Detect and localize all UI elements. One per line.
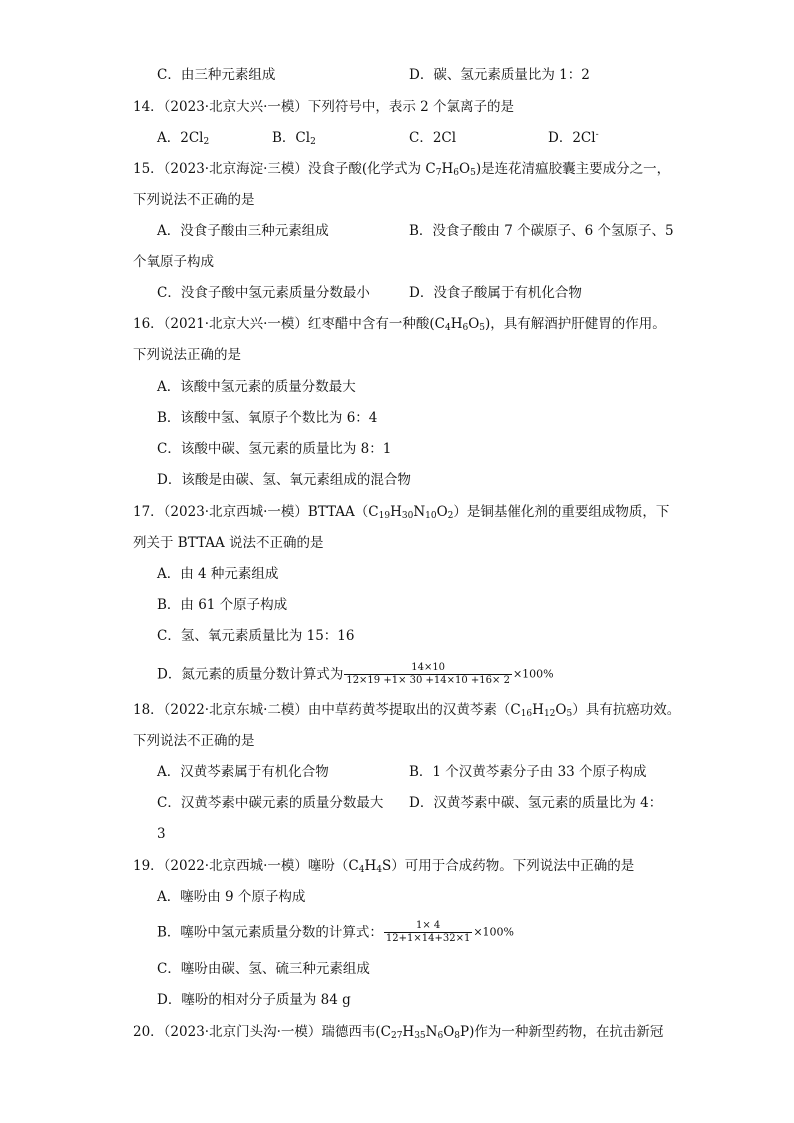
q14-stem: 14．（2023·北京大兴·一模）下列符号中，表示 2 个氯离子的是 bbox=[133, 99, 515, 115]
q18-option-d: D．汉黄芩素中碳、氢元素的质量比为 4： bbox=[409, 795, 663, 811]
q15-stem-cont: 下列说法不正确的是 bbox=[133, 192, 255, 208]
q16-option-c: C．该酸中碳、氢元素的质量比为 8：1 bbox=[157, 441, 392, 457]
q15-stem: 15．（2023·北京海淀·三模）没食子酸(化学式为 $C_7H_6O_5$)是连花清瘟胶囊主要成分之一， bbox=[133, 161, 671, 178]
q16-stem-cont: 下列说法正确的是 bbox=[133, 347, 241, 363]
q19-option-a: A．噻吩由 9 个原子构成 bbox=[157, 889, 306, 905]
q16-option-b: B．该酸中氢、氧原子个数比为 6：4 bbox=[157, 410, 378, 426]
q18-stem: 18．（2022·北京东城·二模）由中草药黄芩提取出的汉黄芩素$(C_{16}H_{12}O_5)$具有抗癌功效。 bbox=[133, 702, 681, 719]
q20-stem: 20．（2023·北京门头沟·一模）瑞德西韦$(C_{27}H_{35}N_6O_8P)$作为一种新型药物，在抗击新冠 bbox=[133, 1024, 664, 1041]
q16-option-a: A．该酸中氢元素的质量分数最大 bbox=[157, 379, 356, 395]
q19-stem: 19．（2022·北京西城·一模）噻吩$(C_4H_4S)$可用于合成药物。下列说法中正确的是 bbox=[133, 858, 635, 875]
q17-option-c: C．氢、氧元素质量比为 15：16 bbox=[157, 628, 355, 644]
q17-option-d: D．氮元素的质量分数计算式为 $\frac{14\times 10}{12\times 19 +1\times 30 +14\times 10 +16\times 2}$ ×100% bbox=[157, 662, 554, 686]
q18-option-d-cont: 3 bbox=[157, 826, 166, 842]
q19-option-b: B．噻吩中氢元素质量分数的计算式： $\frac{1\times 4}{12+1\times 14+32\times 1}$ ×100% bbox=[157, 920, 515, 944]
q18-option-a: A．汉黄芩素属于有机化合物 bbox=[157, 764, 329, 780]
q17-option-b: B．由 61 个原子构成 bbox=[157, 597, 288, 613]
q16-stem: 16．（2021·北京大兴·一模）红枣醋中含有一种酸$(C_4H_6O_5)$，具有解酒护肝健胃的作用。 bbox=[133, 316, 666, 333]
q18-option-b: B．1 个汉黄芩素分子由 33 个原子构成 bbox=[409, 764, 647, 780]
q19-option-d: D．噻吩的相对分子质量为 84 g bbox=[157, 992, 351, 1008]
q18-option-c: C．汉黄芩素中碳元素的质量分数最大 bbox=[157, 795, 384, 811]
q15-option-b-cont: 个氧原子构成 bbox=[133, 254, 214, 270]
q15-option-b: B．没食子酸由 7 个碳原子、6 个氢原子、5 bbox=[409, 223, 674, 239]
q17-stem-cont: 列关于 BTTAA 说法不正确的是 bbox=[133, 535, 324, 551]
q19-fraction: $\frac{1\times 4}{12+1\times 14+32\times 1}$ bbox=[385, 920, 471, 944]
q18-stem-cont: 下列说法不正确的是 bbox=[133, 733, 255, 749]
q17-fraction: $\frac{14\times 10}{12\times 19 +1\times 30 +14\times 10 +16\times 2}$ bbox=[346, 662, 510, 686]
q14-option-c: C．2Cl bbox=[409, 130, 457, 146]
q16-option-d: D．该酸是由碳、氢、氧元素组成的混合物 bbox=[157, 472, 411, 488]
q14-option-b: B．$Cl_2$ bbox=[272, 130, 316, 147]
q15-option-a: A．没食子酸由三种元素组成 bbox=[157, 223, 329, 239]
q15-option-c: C．没食子酸中氢元素质量分数最小 bbox=[157, 285, 370, 301]
q15-option-d: D．没食子酸属于有机化合物 bbox=[409, 285, 582, 301]
q17-stem: 17．（2023·北京西城·一模）$BTTAA(C_{19}H_{30}N_{10}O_2)$是铜基催化剂的重要组成物质，下 bbox=[133, 504, 670, 521]
q13-option-d: D．碳、氢元素质量比为 1：2 bbox=[409, 67, 590, 83]
q14-option-d: D．2Cl- bbox=[548, 130, 599, 146]
q17-option-a: A．由 4 种元素组成 bbox=[157, 566, 279, 582]
q13-option-c: C．由三种元素组成 bbox=[157, 67, 276, 83]
q14-option-a: A．$2Cl_2$ bbox=[157, 130, 210, 147]
q19-option-c: C．噻吩由碳、氢、硫三种元素组成 bbox=[157, 961, 370, 977]
